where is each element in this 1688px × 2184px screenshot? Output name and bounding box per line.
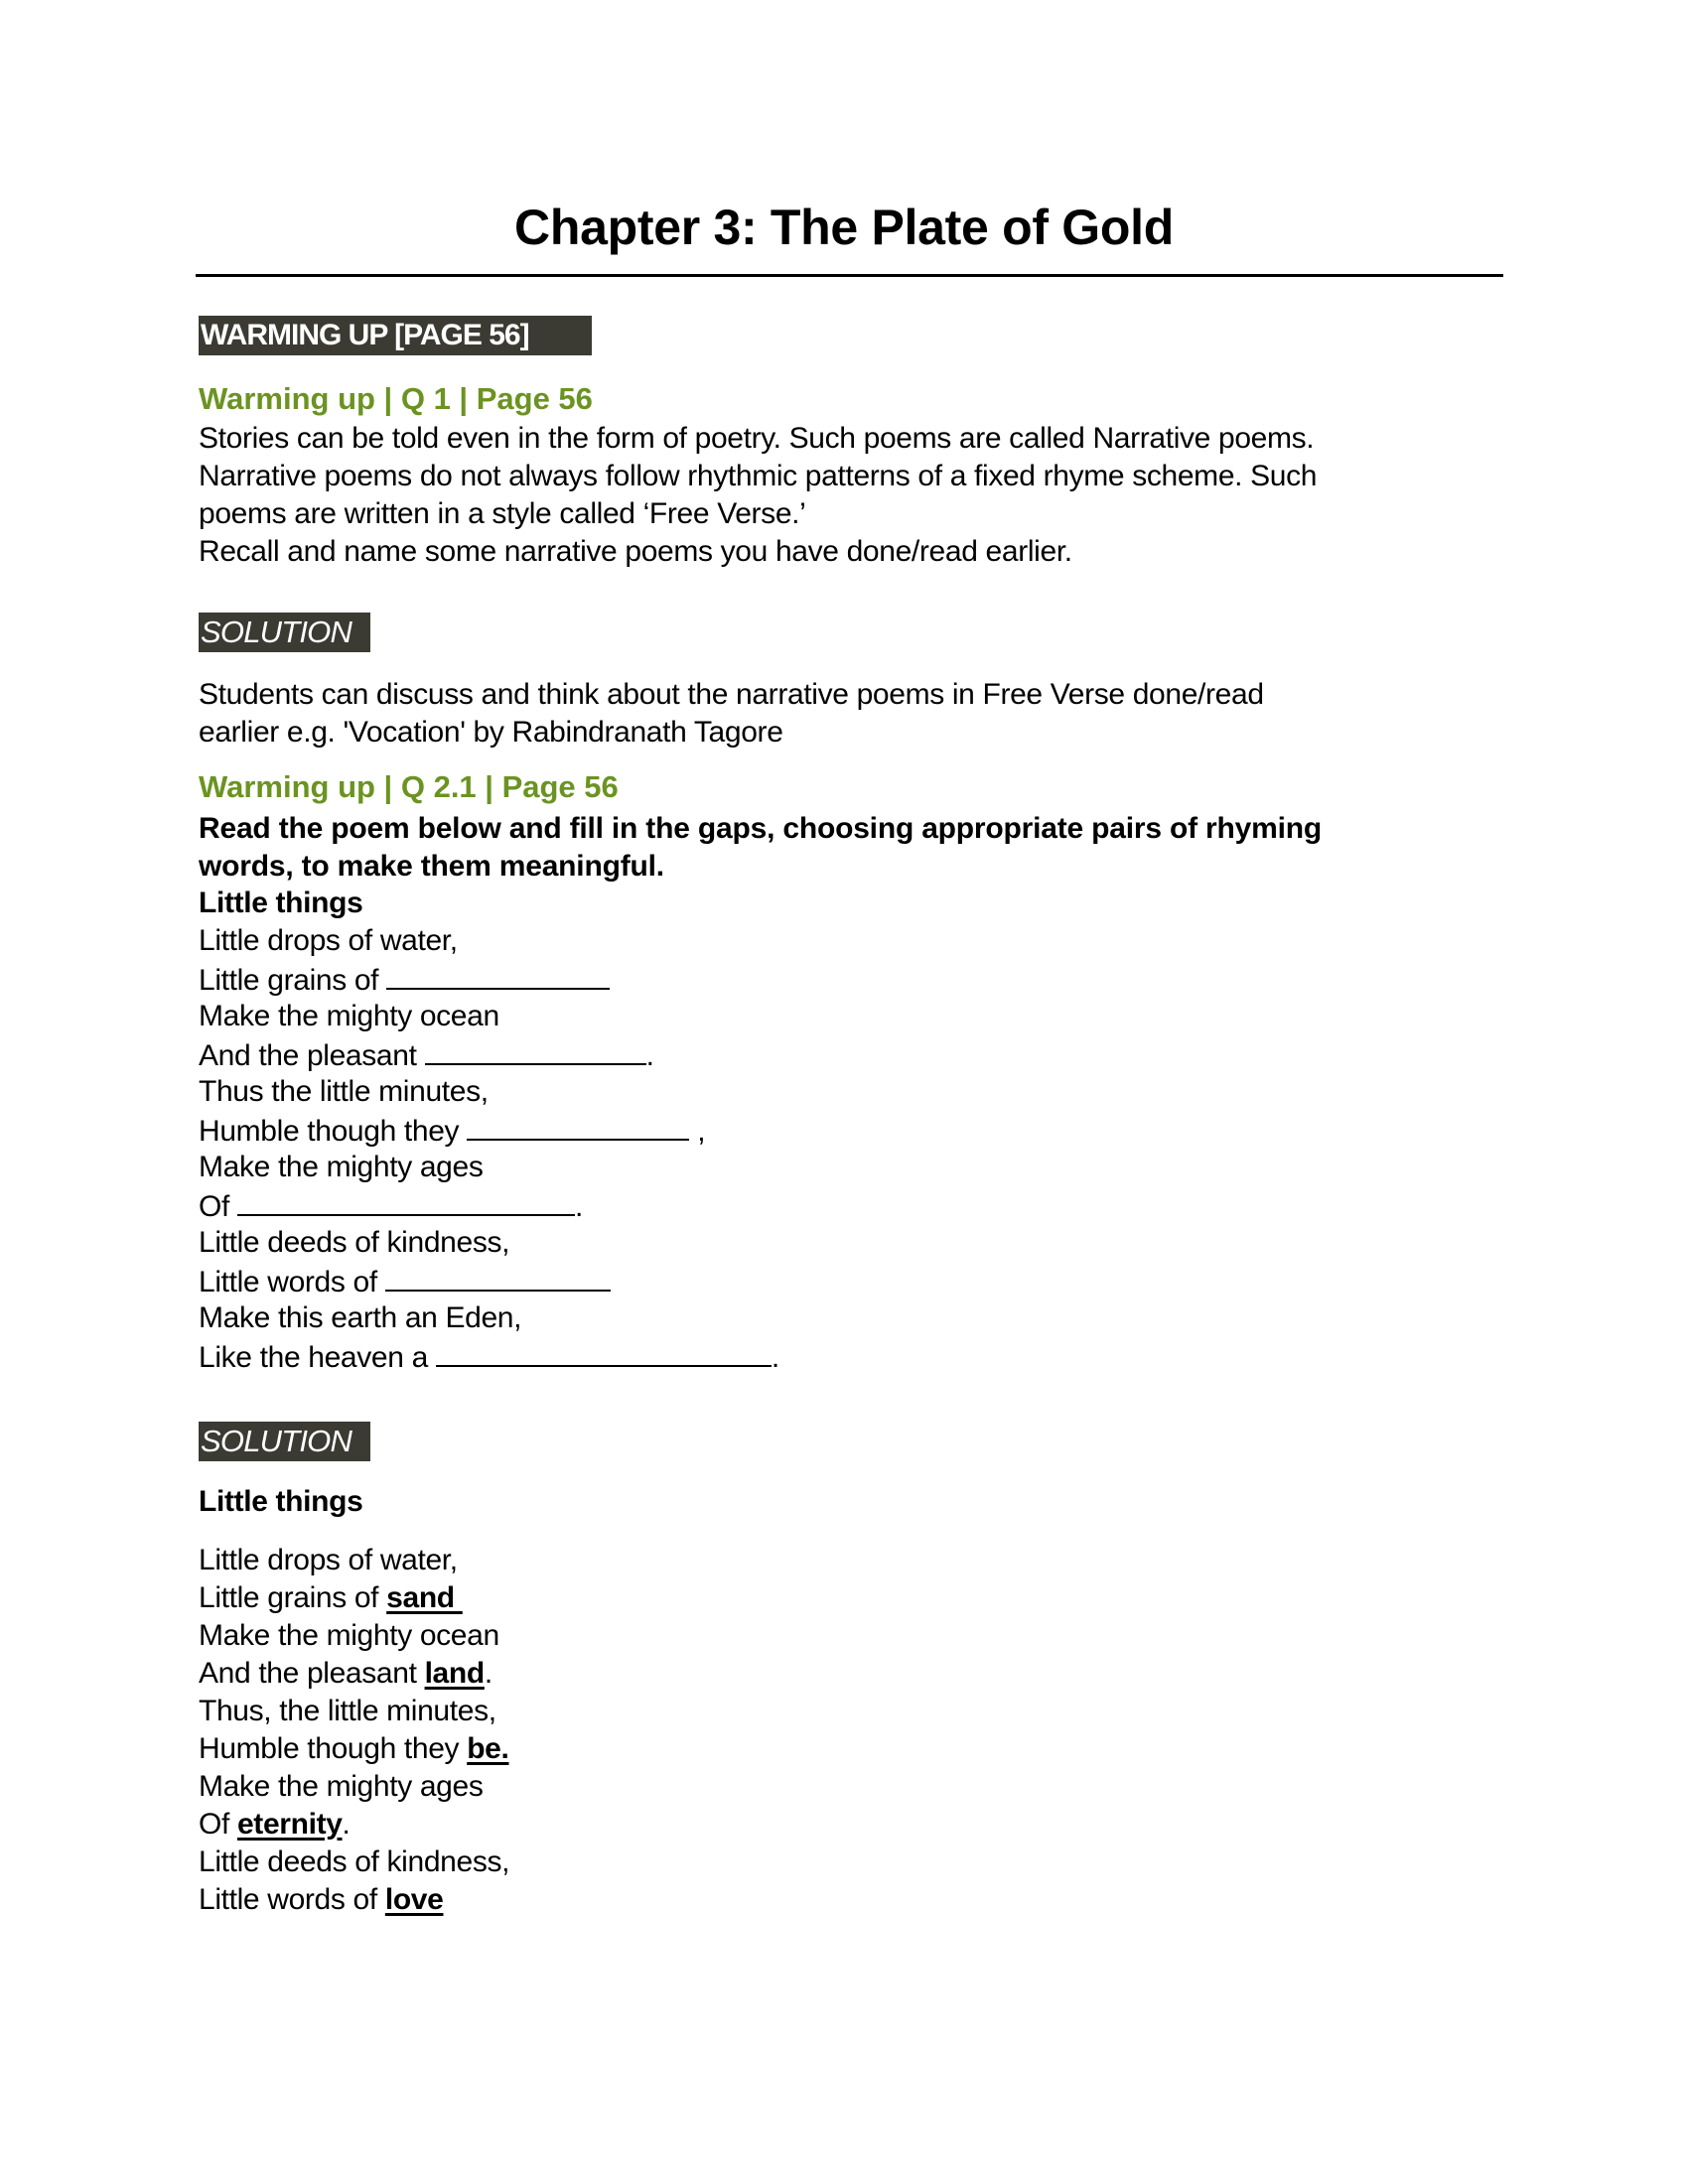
q1-solution-line: Students can discuss and think about the narrative poems in Free Verse done/read	[199, 678, 1264, 711]
page-title: Chapter 3: The Plate of Gold	[514, 200, 1174, 255]
poem-line-text: Little drops of water,	[199, 1544, 458, 1576]
solution-poem-line	[199, 1542, 1509, 1579]
fill-in-blank	[237, 1186, 575, 1216]
poem-line-text: And the pleasant	[199, 1039, 425, 1072]
poem-line-text: Make this earth an Eden,	[199, 1301, 522, 1334]
poem-line	[199, 1111, 1509, 1149]
poem-line-text: Of	[199, 1190, 237, 1223]
q2-poem-title: Little things	[199, 887, 363, 919]
solution-poem-line	[199, 1655, 1509, 1693]
fill-in-blank	[385, 1262, 611, 1292]
poem-line	[199, 998, 1509, 1035]
poem-line-punctuation: .	[771, 1341, 779, 1374]
poem-line	[199, 1186, 1509, 1224]
poem-line-text: Little words of	[199, 1883, 385, 1916]
solution-poem-line	[199, 1730, 1509, 1768]
poem-line	[199, 922, 1509, 960]
poem-line-punctuation: .	[342, 1808, 351, 1841]
poem-line-punctuation: ,	[689, 1115, 706, 1148]
solution-poem-line	[199, 1579, 1509, 1617]
poem-line-text: Little deeds of kindness,	[199, 1226, 510, 1259]
fill-in-blank	[386, 960, 610, 990]
poem-line-punctuation: .	[645, 1039, 654, 1072]
poem-line-text: And the pleasant	[199, 1657, 425, 1690]
poem-line	[199, 1035, 1509, 1073]
solution-poem-line	[199, 1806, 1509, 1843]
poem-line-text: Make the mighty ocean	[199, 1619, 499, 1652]
poem-line-text: Thus the little minutes,	[199, 1075, 489, 1108]
solution-poem-line	[199, 1768, 1509, 1806]
poem-line-text: Humble though they	[199, 1115, 468, 1148]
q2-instruction	[199, 810, 1509, 886]
poem-line-text: Little grains of	[199, 1581, 387, 1614]
q1-heading: Warming up | Q 1 | Page 56	[199, 381, 593, 416]
poem-line-text: Make the mighty ages	[199, 1151, 484, 1183]
poem-line-text: Little deeds of kindness,	[199, 1845, 510, 1878]
solution-tag-1: SOLUTION	[199, 613, 370, 652]
title-divider	[196, 274, 1503, 277]
answer-word: sand	[386, 1581, 463, 1614]
q2-poem	[199, 922, 1509, 1375]
q2-instruction-line: words, to make them meaningful.	[199, 850, 664, 883]
section-tag-warming-up: WARMING UP [PAGE 56]	[199, 316, 592, 355]
fill-in-blank	[436, 1337, 772, 1367]
solution-poem-line	[199, 1881, 1509, 1919]
answer-word: land	[424, 1657, 485, 1690]
q1-question	[199, 420, 1509, 571]
poem-line-text: Make the mighty ages	[199, 1770, 484, 1803]
poem-line	[199, 960, 1509, 998]
q2-instruction-line: Read the poem below and fill in the gaps, choosing appropriate pairs of rhyming	[199, 812, 1322, 845]
q2-solution-poem	[199, 1542, 1509, 1919]
poem-line-text: Humble though they	[199, 1732, 468, 1765]
poem-line	[199, 1149, 1509, 1186]
poem-line-text: Make the mighty ocean	[199, 1000, 499, 1032]
poem-line-text: Thus, the little minutes,	[199, 1695, 496, 1727]
poem-line-text: Like the heaven a	[199, 1341, 436, 1374]
poem-line-punctuation: .	[574, 1190, 583, 1223]
solution-tag-2: SOLUTION	[199, 1422, 370, 1461]
poem-line-text: Little drops of water,	[199, 924, 458, 957]
poem-line	[199, 1224, 1509, 1262]
answer-word: eternity	[236, 1808, 343, 1841]
poem-line-text: Little words of	[199, 1266, 385, 1298]
poem-line	[199, 1073, 1509, 1111]
answer-word: be.	[467, 1732, 509, 1765]
poem-line-text: Little grains of	[199, 964, 387, 997]
q1-solution-line: earlier e.g. 'Vocation' by Rabindranath Tagore	[199, 716, 783, 749]
q1-line: Narrative poems do not always follow rhythmic patterns of a fixed rhyme scheme. Such	[199, 460, 1318, 492]
solution-poem-line	[199, 1843, 1509, 1881]
fill-in-blank	[467, 1111, 689, 1141]
poem-line-text: Of	[199, 1808, 237, 1841]
q2-heading: Warming up | Q 2.1 | Page 56	[199, 769, 619, 804]
answer-word: love	[384, 1883, 444, 1916]
q2-solution-title: Little things	[199, 1485, 363, 1518]
fill-in-blank	[425, 1035, 646, 1065]
poem-line	[199, 1299, 1509, 1337]
q1-line: Recall and name some narrative poems you have done/read earlier.	[199, 535, 1072, 568]
q1-solution	[199, 676, 1509, 751]
q1-line: Stories can be told even in the form of poetry. Such poems are called Narrative poems.	[199, 422, 1315, 455]
solution-poem-line	[199, 1693, 1509, 1730]
poem-line	[199, 1262, 1509, 1299]
poem-line-punctuation: .	[484, 1657, 492, 1690]
poem-line	[199, 1337, 1509, 1375]
q1-line: poems are written in a style called ‘Free Verse.’	[199, 497, 806, 530]
solution-poem-line	[199, 1617, 1509, 1655]
